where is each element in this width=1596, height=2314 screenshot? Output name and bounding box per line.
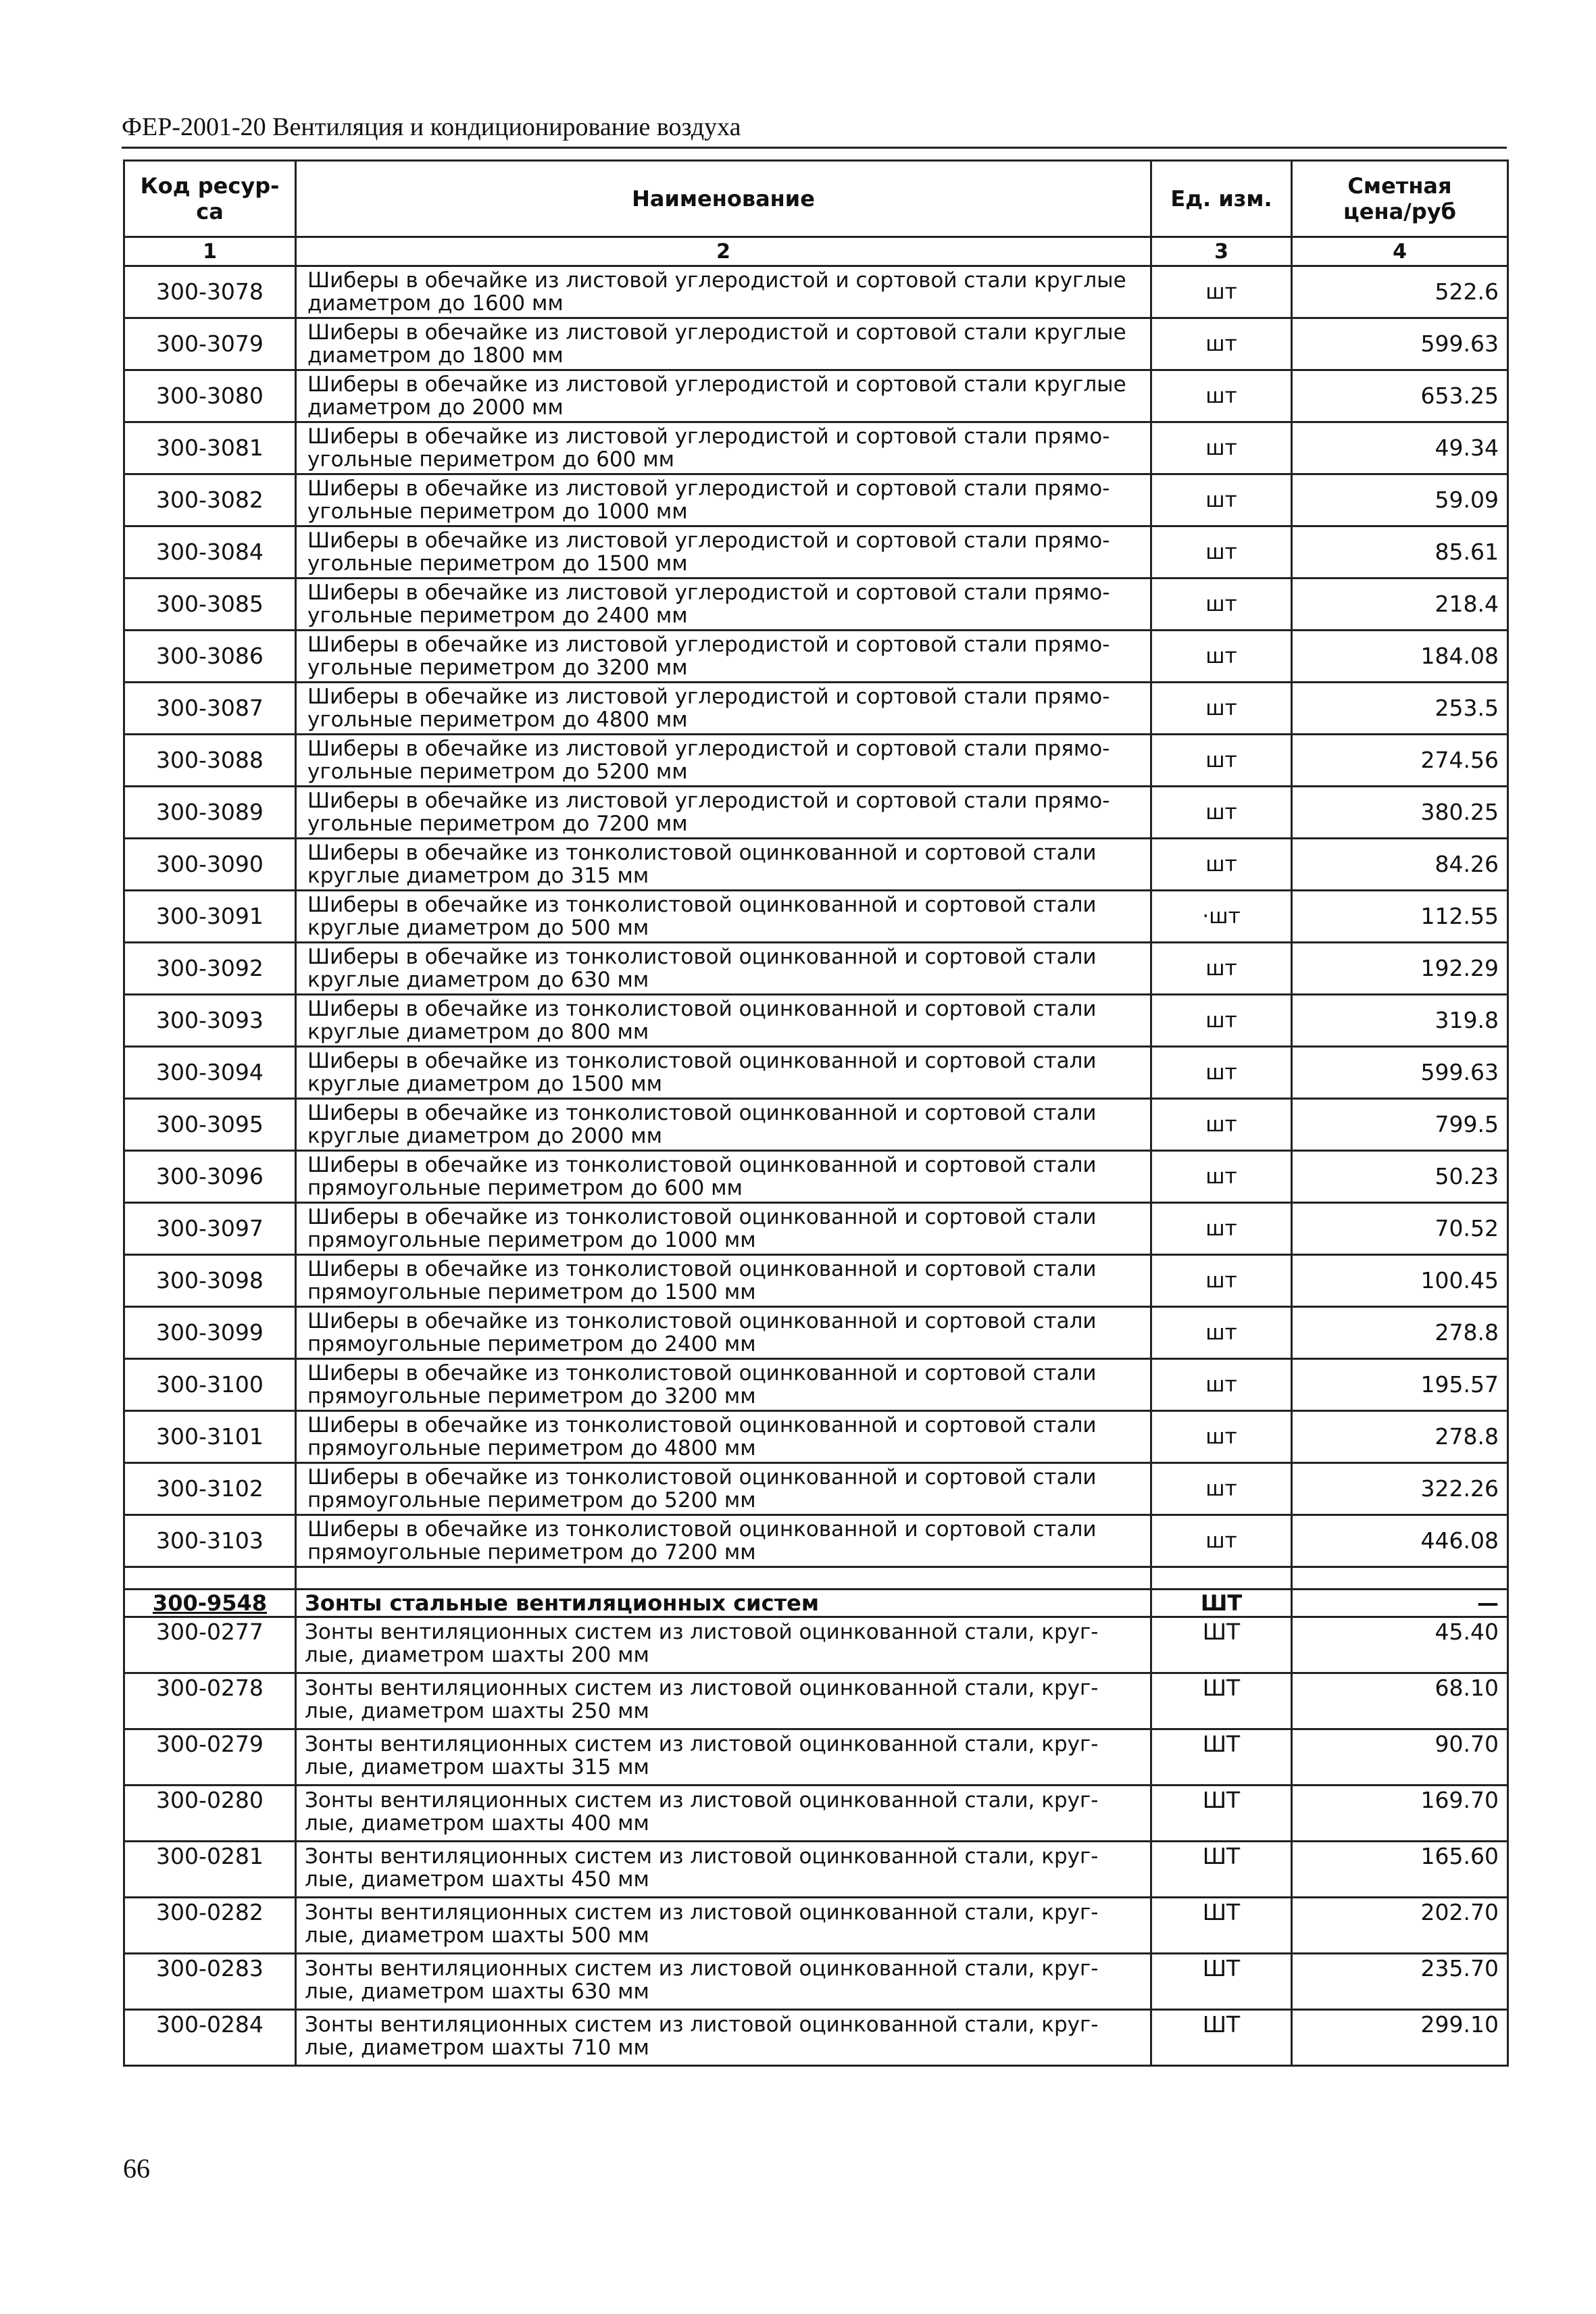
row-code: 300-0281: [124, 1842, 296, 1898]
row-name: Зонты вентиляционных систем из листовой оцинкованной стали, круг-лые, диаметром шахты 250 мм: [296, 1673, 1151, 1729]
row-code: 300-3093: [124, 995, 296, 1047]
table-row: [124, 1954, 1508, 2010]
row-name: Шиберы в обечайке из листовой углеродистой и сортовой стали прямо-угольные периметром до 5200 мм: [296, 735, 1151, 787]
row-price: 84.26: [1292, 839, 1508, 891]
header-name: Наименование: [296, 161, 1151, 237]
row-unit: шт: [1151, 1411, 1292, 1463]
row-name: Шиберы в обечайке из тонколистовой оцинкованной и сортовой стали прямоугольные периметром до 5200 мм: [296, 1463, 1151, 1515]
row-code: 300-0282: [124, 1898, 296, 1954]
row-name: Зонты вентиляционных систем из листовой оцинкованной стали, круг-лые, диаметром шахты 200 мм: [296, 1617, 1151, 1673]
row-price: 45.40: [1292, 1617, 1508, 1673]
row-code: 300-3100: [124, 1359, 296, 1411]
row-code: 300-3081: [124, 422, 296, 474]
row-name: Шиберы в обечайке из листовой углеродистой и сортовой стали круглые диаметром до 1800 мм: [296, 318, 1151, 370]
row-price: 799.5: [1292, 1099, 1508, 1151]
table-body-shibery: [124, 266, 1508, 1567]
row-code: 300-3085: [124, 578, 296, 631]
column-number: 1: [124, 237, 296, 266]
table-row: [124, 1673, 1508, 1729]
group-price: —: [1292, 1590, 1508, 1617]
row-unit: ШТ: [1151, 1954, 1292, 2010]
row-code: 300-3078: [124, 266, 296, 318]
row-name: Шиберы в обечайке из тонколистовой оцинкованной и сортовой стали прямоугольные периметром до 2400 мм: [296, 1307, 1151, 1359]
table-row: [124, 422, 1508, 474]
row-unit: шт: [1151, 1255, 1292, 1307]
row-code: 300-3086: [124, 631, 296, 683]
column-number: 4: [1292, 237, 1508, 266]
row-price: 522.6: [1292, 266, 1508, 318]
row-name: Шиберы в обечайке из тонколистовой оцинкованной и сортовой стали круглые диаметром до 1500 мм: [296, 1047, 1151, 1099]
row-name: Шиберы в обечайке из листовой углеродистой и сортовой стали круглые диаметром до 2000 мм: [296, 370, 1151, 422]
row-price: 49.34: [1292, 422, 1508, 474]
row-code: 300-3102: [124, 1463, 296, 1515]
table-row: [124, 1463, 1508, 1515]
table-body-zonty: [124, 1617, 1508, 2066]
row-name: Зонты вентиляционных систем из листовой оцинкованной стали, круг-лые, диаметром шахты 315 мм: [296, 1729, 1151, 1786]
row-price: 85.61: [1292, 526, 1508, 578]
row-code: 300-3080: [124, 370, 296, 422]
row-unit: шт: [1151, 995, 1292, 1047]
row-name: Шиберы в обечайке из листовой углеродистой и сортовой стали прямо-угольные периметром до 7200 мм: [296, 787, 1151, 839]
row-price: 218.4: [1292, 578, 1508, 631]
row-name: Зонты вентиляционных систем из листовой оцинкованной стали, круг-лые, диаметром шахты 710 мм: [296, 2010, 1151, 2066]
row-price: 165.60: [1292, 1842, 1508, 1898]
row-unit: шт: [1151, 370, 1292, 422]
row-unit: шт: [1151, 787, 1292, 839]
row-name: Шиберы в обечайке из тонколистовой оцинкованной и сортовой стали прямоугольные периметром до 3200 мм: [296, 1359, 1151, 1411]
row-unit: шт: [1151, 683, 1292, 735]
row-name: Шиберы в обечайке из тонколистовой оцинкованной и сортовой стали круглые диаметром до 500 мм: [296, 891, 1151, 943]
table-row: [124, 1617, 1508, 1673]
group-name: Зонты стальные вентиляционных систем: [296, 1590, 1151, 1617]
row-price: 278.8: [1292, 1411, 1508, 1463]
row-code: 300-0277: [124, 1617, 296, 1673]
table-row: [124, 1515, 1508, 1567]
row-price: 169.70: [1292, 1786, 1508, 1842]
table-row: [124, 2010, 1508, 2066]
running-header: ФЕР-2001-20 Вентиляция и кондиционирование воздуха: [122, 112, 1507, 149]
header-row: [124, 161, 1508, 237]
row-name: Зонты вентиляционных систем из листовой оцинкованной стали, круг-лые, диаметром шахты 450 мм: [296, 1842, 1151, 1898]
row-code: 300-3096: [124, 1151, 296, 1203]
row-price: 322.26: [1292, 1463, 1508, 1515]
row-price: 90.70: [1292, 1729, 1508, 1786]
page-number: 66: [123, 2153, 150, 2184]
row-unit: ·шт: [1151, 891, 1292, 943]
table-row: [124, 1411, 1508, 1463]
table-row: [124, 1898, 1508, 1954]
row-price: 653.25: [1292, 370, 1508, 422]
row-unit: ШТ: [1151, 1898, 1292, 1954]
row-name: Зонты вентиляционных систем из листовой оцинкованной стали, круг-лые, диаметром шахты 400 мм: [296, 1786, 1151, 1842]
blank-row: [124, 1567, 1508, 1590]
table-row: [124, 1047, 1508, 1099]
table-row: [124, 1729, 1508, 1786]
table-row: [124, 683, 1508, 735]
row-unit: шт: [1151, 943, 1292, 995]
row-name: Шиберы в обечайке из листовой углеродистой и сортовой стали круглые диаметром до 1600 мм: [296, 266, 1151, 318]
row-price: 235.70: [1292, 1954, 1508, 2010]
table-row: [124, 787, 1508, 839]
row-name: Зонты вентиляционных систем из листовой оцинкованной стали, круг-лые, диаметром шахты 500 мм: [296, 1898, 1151, 1954]
row-unit: ШТ: [1151, 1786, 1292, 1842]
row-name: Шиберы в обечайке из листовой углеродистой и сортовой стали прямо-угольные периметром до 3200 мм: [296, 631, 1151, 683]
table-row: [124, 1786, 1508, 1842]
row-code: 300-3103: [124, 1515, 296, 1567]
row-unit: ШТ: [1151, 2010, 1292, 2066]
table-body-separator: [124, 1567, 1508, 1617]
row-price: 195.57: [1292, 1359, 1508, 1411]
row-unit: шт: [1151, 1515, 1292, 1567]
row-price: 599.63: [1292, 1047, 1508, 1099]
row-unit: шт: [1151, 839, 1292, 891]
row-name: Шиберы в обечайке из тонколистовой оцинкованной и сортовой стали прямоугольные периметром до 1000 мм: [296, 1203, 1151, 1255]
column-number: 2: [296, 237, 1151, 266]
row-price: 319.8: [1292, 995, 1508, 1047]
row-name: Шиберы в обечайке из тонколистовой оцинкованной и сортовой стали круглые диаметром до 2000 мм: [296, 1099, 1151, 1151]
row-name: Шиберы в обечайке из тонколистовой оцинкованной и сортовой стали круглые диаметром до 630 мм: [296, 943, 1151, 995]
row-unit: шт: [1151, 1307, 1292, 1359]
table-row: [124, 578, 1508, 631]
row-name: Шиберы в обечайке из тонколистовой оцинкованной и сортовой стали прямоугольные периметром до 600 мм: [296, 1151, 1151, 1203]
header-unit: Ед. изм.: [1151, 161, 1292, 237]
row-code: 300-3099: [124, 1307, 296, 1359]
column-number: 3: [1151, 237, 1292, 266]
row-price: 50.23: [1292, 1151, 1508, 1203]
table-row: [124, 1307, 1508, 1359]
row-code: 300-0280: [124, 1786, 296, 1842]
row-unit: шт: [1151, 1047, 1292, 1099]
row-code: 300-3087: [124, 683, 296, 735]
row-name: Шиберы в обечайке из листовой углеродистой и сортовой стали прямо-угольные периметром до 600 мм: [296, 422, 1151, 474]
row-name: Шиберы в обечайке из тонколистовой оцинкованной и сортовой стали прямоугольные периметром до 4800 мм: [296, 1411, 1151, 1463]
row-price: 380.25: [1292, 787, 1508, 839]
table-row: [124, 735, 1508, 787]
row-code: 300-0283: [124, 1954, 296, 2010]
row-unit: шт: [1151, 318, 1292, 370]
table-row: [124, 370, 1508, 422]
row-code: 300-3079: [124, 318, 296, 370]
row-price: 599.63: [1292, 318, 1508, 370]
row-name: Шиберы в обечайке из листовой углеродистой и сортовой стали прямо-угольные периметром до 2400 мм: [296, 578, 1151, 631]
row-code: 300-0279: [124, 1729, 296, 1786]
table-row: [124, 631, 1508, 683]
row-price: 59.09: [1292, 474, 1508, 526]
row-code: 300-3098: [124, 1255, 296, 1307]
row-price: 184.08: [1292, 631, 1508, 683]
table-row: [124, 995, 1508, 1047]
row-code: 300-3091: [124, 891, 296, 943]
table-row: [124, 266, 1508, 318]
row-name: Зонты вентиляционных систем из листовой оцинкованной стали, круг-лые, диаметром шахты 630 мм: [296, 1954, 1151, 2010]
row-price: 112.55: [1292, 891, 1508, 943]
row-name: Шиберы в обечайке из тонколистовой оцинкованной и сортовой стали прямоугольные периметром до 1500 мм: [296, 1255, 1151, 1307]
row-unit: ШТ: [1151, 1842, 1292, 1898]
row-unit: шт: [1151, 735, 1292, 787]
row-name: Шиберы в обечайке из листовой углеродистой и сортовой стали прямо-угольные периметром до 1500 мм: [296, 526, 1151, 578]
table-row: [124, 1255, 1508, 1307]
row-unit: шт: [1151, 1203, 1292, 1255]
price-table: [123, 159, 1509, 2067]
table-row: [124, 943, 1508, 995]
row-code: 300-3092: [124, 943, 296, 995]
row-unit: шт: [1151, 422, 1292, 474]
row-name: Шиберы в обечайке из тонколистовой оцинкованной и сортовой стали круглые диаметром до 800 мм: [296, 995, 1151, 1047]
row-price: 100.45: [1292, 1255, 1508, 1307]
group-row: [124, 1590, 1508, 1617]
row-code: 300-3097: [124, 1203, 296, 1255]
row-code: 300-3094: [124, 1047, 296, 1099]
row-unit: шт: [1151, 266, 1292, 318]
row-code: 300-3090: [124, 839, 296, 891]
row-price: 68.10: [1292, 1673, 1508, 1729]
row-unit: шт: [1151, 578, 1292, 631]
row-code: 300-0278: [124, 1673, 296, 1729]
table-row: [124, 839, 1508, 891]
row-price: 70.52: [1292, 1203, 1508, 1255]
row-code: 300-0284: [124, 2010, 296, 2066]
table-row: [124, 526, 1508, 578]
row-unit: ШТ: [1151, 1673, 1292, 1729]
row-unit: ШТ: [1151, 1729, 1292, 1786]
row-unit: шт: [1151, 1463, 1292, 1515]
row-unit: ШТ: [1151, 1617, 1292, 1673]
table-row: [124, 318, 1508, 370]
row-price: 274.56: [1292, 735, 1508, 787]
table-row: [124, 1203, 1508, 1255]
table-row: [124, 1099, 1508, 1151]
table-row: [124, 1842, 1508, 1898]
group-code: 300-9548: [124, 1590, 296, 1617]
row-unit: шт: [1151, 1099, 1292, 1151]
header-code: Код ресур- са: [124, 161, 296, 237]
row-price: 192.29: [1292, 943, 1508, 995]
table-row: [124, 1359, 1508, 1411]
row-price: 202.70: [1292, 1898, 1508, 1954]
row-unit: шт: [1151, 631, 1292, 683]
row-name: Шиберы в обечайке из тонколистовой оцинкованной и сортовой стали прямоугольные периметром до 7200 мм: [296, 1515, 1151, 1567]
row-code: 300-3082: [124, 474, 296, 526]
column-number-row: [124, 237, 1508, 266]
table-row: [124, 891, 1508, 943]
row-price: 278.8: [1292, 1307, 1508, 1359]
row-price: 299.10: [1292, 2010, 1508, 2066]
row-code: 300-3088: [124, 735, 296, 787]
row-price: 446.08: [1292, 1515, 1508, 1567]
row-unit: шт: [1151, 474, 1292, 526]
group-unit: ШТ: [1151, 1590, 1292, 1617]
row-price: 253.5: [1292, 683, 1508, 735]
row-name: Шиберы в обечайке из листовой углеродистой и сортовой стали прямо-угольные периметром до 1000 мм: [296, 474, 1151, 526]
row-code: 300-3101: [124, 1411, 296, 1463]
row-unit: шт: [1151, 526, 1292, 578]
row-unit: шт: [1151, 1151, 1292, 1203]
row-code: 300-3084: [124, 526, 296, 578]
row-unit: шт: [1151, 1359, 1292, 1411]
row-name: Шиберы в обечайке из листовой углеродистой и сортовой стали прямо-угольные периметром до 4800 мм: [296, 683, 1151, 735]
row-name: Шиберы в обечайке из тонколистовой оцинкованной и сортовой стали круглые диаметром до 315 мм: [296, 839, 1151, 891]
header-price: Сметная цена/руб: [1292, 161, 1508, 237]
table-row: [124, 1151, 1508, 1203]
table-row: [124, 474, 1508, 526]
row-code: 300-3095: [124, 1099, 296, 1151]
row-code: 300-3089: [124, 787, 296, 839]
